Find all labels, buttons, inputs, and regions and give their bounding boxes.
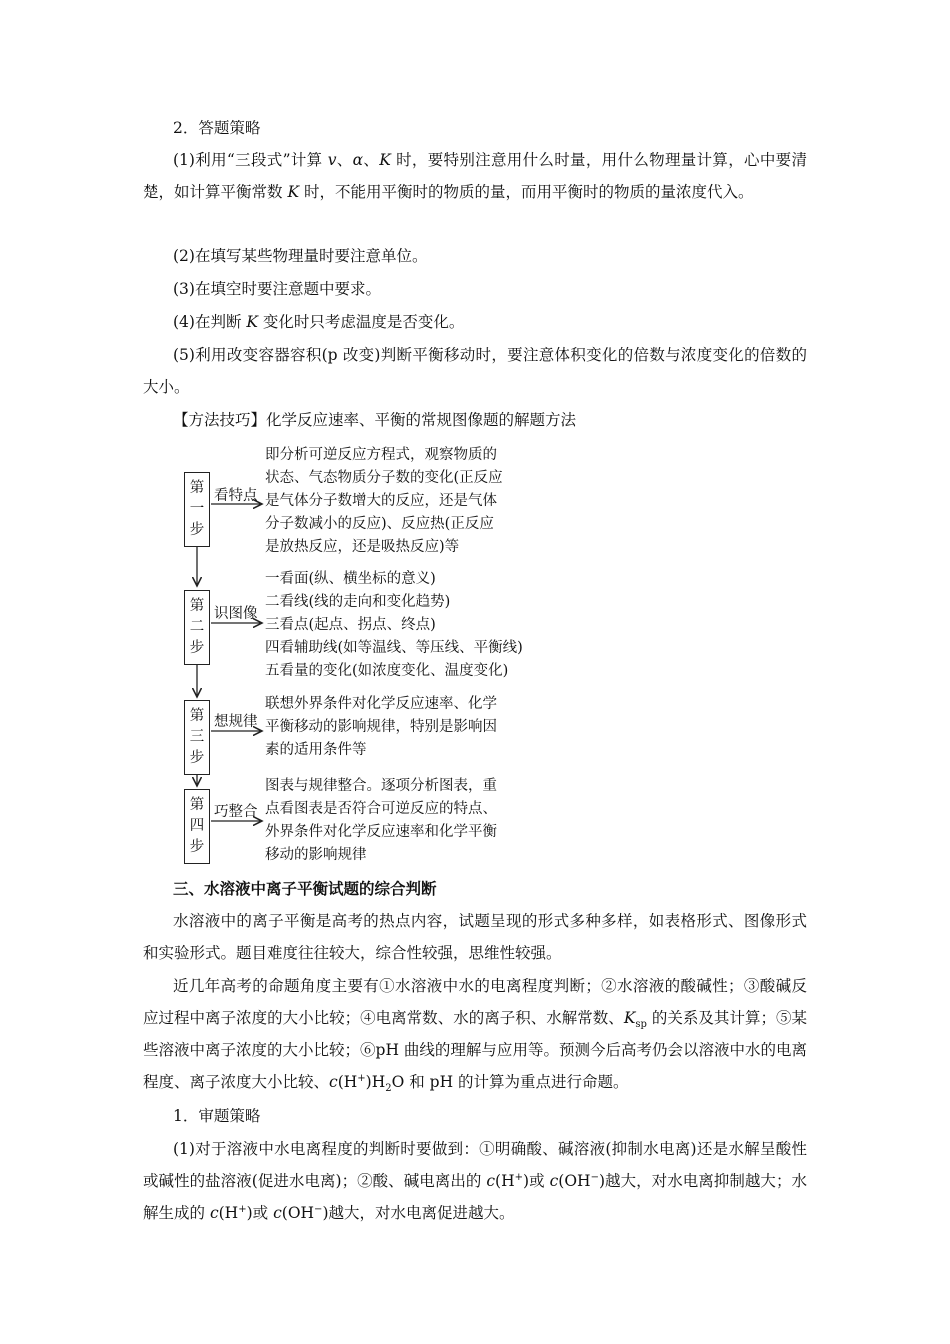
paragraph-2: (2)在填写某些物理量时要注意单位。 xyxy=(173,247,428,265)
paragraph-1: (1)利用“三段式”计算 v、α、K 时，要特别注意用什么时量，用什么物理量计算，心中要清楚，如计算平衡常数 K 时，不能用平衡时的物质的量，而用平衡时的物质的量浓度代入。 xyxy=(143,151,807,201)
step-2-text: 一看面(纵、横坐标的意义) 二看线(线的走向和变化趋势) 三看点(起点、拐点、终点) 四看辅助线(如等温线、等压线、平衡线) 五看量的变化(如浓度变化、温度变化) xyxy=(265,571,523,679)
section-heading-strategy: 2．答题策略 xyxy=(173,119,261,137)
step-4-box-text: 第四步 xyxy=(189,797,205,855)
paragraph-3: (3)在填空时要注意题中要求。 xyxy=(173,280,381,298)
step-4-box xyxy=(184,789,210,864)
section-heading-ion-equilibrium: 三、水溶液中离子平衡试题的综合判断 xyxy=(173,879,437,898)
paragraph-6: 水溶液中的离子平衡是高考的热点内容，试题呈现的形式多种多样，如表格形式、图像形式和实验形式。题目难度往往较大，综合性较强，思维性较强。 xyxy=(143,912,807,962)
step-2-label: 识图像 xyxy=(214,606,258,622)
paragraph-5: (5)利用改变容器容积(p 改变)判断平衡移动时，要注意体积变化的倍数与浓度变化的倍数的大小。 xyxy=(143,346,807,396)
step-1-box xyxy=(184,472,210,547)
step-3-box xyxy=(184,700,210,775)
section-heading-review: 1．审题策略 xyxy=(173,1107,261,1125)
step-1-box-text: 第一步 xyxy=(189,480,205,538)
step-1-text: 即分析可逆反应方程式，观察物质的 状态、气态物质分子数的变化(正反应 是气体分子数增大的反应，还是气体 分子数减小的反应)、反应热(正反应 是放热反应，还是吸热反应)等 xyxy=(265,447,503,555)
step-3-label: 想规律 xyxy=(214,714,258,730)
step-2-box xyxy=(184,590,210,665)
step-4-label: 巧整合 xyxy=(214,804,258,820)
step-3-text: 联想外界条件对化学反应速率、化学 平衡移动的影响规律，特别是影响因 素的适用条件等 xyxy=(265,696,497,758)
method-heading: 【方法技巧】化学反应速率、平衡的常规图像题的解题方法 xyxy=(173,411,577,429)
paragraph-4: (4)在判断 K 变化时只考虑温度是否变化。 xyxy=(173,313,465,331)
paragraph-8: (1)对于溶液中水电离程度的判断时要做到：①明确酸、碱溶液(抑制水电离)还是水解呈酸性或碱性的盐溶液(促进水电离)；②酸、碱电离出的 c(H+)或 c(OH−)越大，对水电离抑制越大；水解生成的 c(H+)或 c(OH−)越大，对水电离促进越大。 xyxy=(143,1140,807,1222)
step-4-text: 图表与规律整合。逐项分析图表，重 点看图表是否符合可逆反应的特点、 外界条件对化学反应速率和化学平衡 移动的影响规律 xyxy=(265,778,497,863)
step-2-box-text: 第二步 xyxy=(189,598,205,656)
paragraph-7: 近几年高考的命题角度主要有①水溶液中水的电离程度判断；②水溶液的酸碱性；③酸碱反应过程中离子浓度的大小比较；④电离常数、水的离子积、水解常数、$K_{sp}$ 的关系及其计算；⑤某些溶液中离子浓度的大小比较；⑥pH 曲线的理解与应用等。预测今后高考仍会以溶液中水的电离程度、离子浓度大小比较、$c(H^+)H_2O$ 和 pH 的计算为重点进行命题。 xyxy=(143,977,807,1095)
step-3-box-text: 第三步 xyxy=(189,708,205,766)
step-1-label: 看特点 xyxy=(214,488,258,504)
